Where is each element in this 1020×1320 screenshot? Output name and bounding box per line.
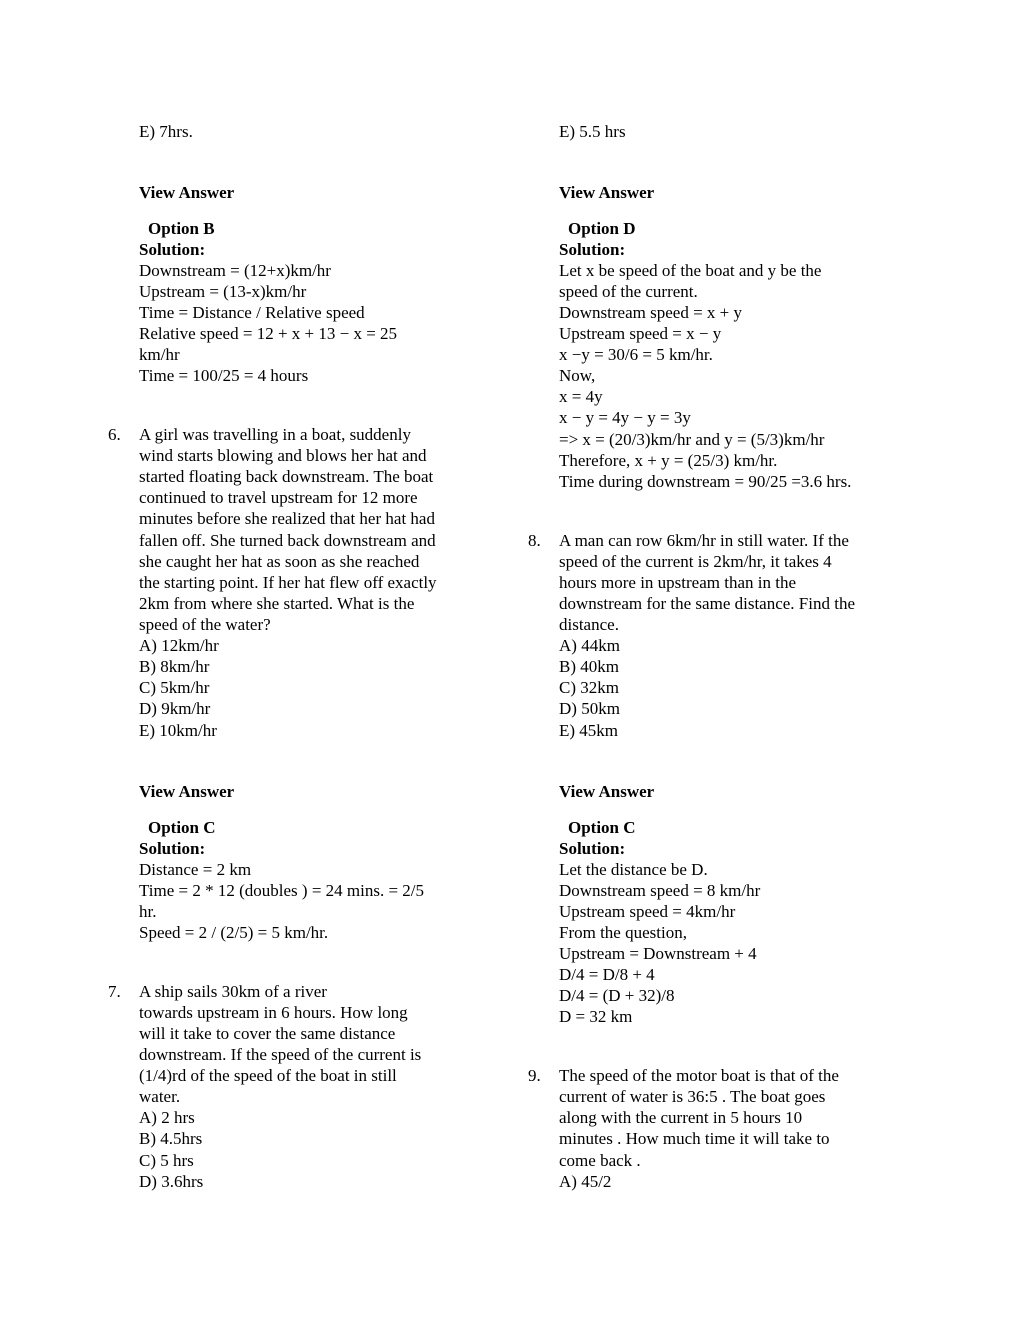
q7-solution-line: x − y = 4y − y = 3y: [559, 408, 691, 427]
q6-question-line: the starting point. If her hat flew off exactly: [139, 573, 437, 592]
q8-solution-line: Downstream speed = 8 km/hr: [559, 881, 761, 900]
q6-question-line: A girl was travelling in a boat, suddenly: [139, 425, 411, 444]
q8-solution-line: D = 32 km: [559, 1007, 633, 1026]
q8-solution-line: Upstream = Downstream + 4: [559, 944, 757, 963]
q6-question-line: she caught her hat as soon as she reached: [139, 552, 420, 571]
q7-option-e: E) 5.5 hrs: [559, 122, 626, 141]
q6-solution-line: Speed = 2 / (2/5) = 5 km/hr.: [139, 923, 329, 942]
q7-solution-label: Solution:: [559, 240, 626, 259]
q6-option: C) 5km/hr: [139, 678, 210, 697]
q6-view-answer[interactable]: View Answer: [139, 782, 235, 801]
q8-option: E) 45km: [559, 721, 619, 740]
q5-solution-line: Downstream = (12+x)km/hr: [139, 261, 331, 280]
q8-number: 8.: [528, 531, 541, 550]
q8-answer-option: Option C: [568, 818, 636, 837]
q6-question-line: fallen off. She turned back downstream and: [139, 531, 436, 550]
q8-question-line: hours more in upstream than in the: [559, 573, 797, 592]
q7-view-answer[interactable]: View Answer: [559, 183, 655, 202]
q7-solution-line: speed of the current.: [559, 282, 698, 301]
q7-answer-option: Option D: [568, 219, 636, 238]
q9-question-line: minutes . How much time it will take to: [559, 1129, 830, 1148]
q6-solution-line: Time = 2 * 12 (doubles ) = 24 mins. = 2/5: [139, 881, 425, 900]
q6-option: D) 9km/hr: [139, 699, 211, 718]
q8-solution-line: Let the distance be D.: [559, 860, 708, 879]
q6-question-line: wind starts blowing and blows her hat and: [139, 446, 427, 465]
q8-solution-label: Solution:: [559, 839, 626, 858]
q7-solution-line: Now,: [559, 366, 596, 385]
q7-solution-line: x −y = 30/6 = 5 km/hr.: [559, 345, 713, 364]
q9-question-line: along with the current in 5 hours 10: [559, 1108, 803, 1127]
q7-solution-line: Therefore, x + y = (25/3) km/hr.: [559, 451, 778, 470]
q6-question-line: minutes before she realized that her hat had: [139, 509, 435, 528]
q6-number: 6.: [108, 425, 121, 444]
q7-question-line: (1/4)rd of the speed of the boat in still: [139, 1066, 397, 1085]
q7-question-line: towards upstream in 6 hours. How long: [139, 1003, 408, 1022]
q5-solution-line: km/hr: [139, 345, 180, 364]
q6-question-line: continued to travel upstream for 12 more: [139, 488, 418, 507]
q8-question-line: speed of the current is 2km/hr, it takes 4: [559, 552, 832, 571]
q6-question-line: 2km from where she started. What is the: [139, 594, 415, 613]
q8-question-line: distance.: [559, 615, 619, 634]
q9-question-line: current of water is 36:5 . The boat goes: [559, 1087, 826, 1106]
q6-answer-option: Option C: [148, 818, 216, 837]
q7-question-line: water.: [139, 1087, 181, 1106]
q8-solution-line: D/4 = (D + 32)/8: [559, 986, 675, 1005]
q7-option: C) 5 hrs: [139, 1151, 194, 1170]
q7-question-line: A ship sails 30km of a river: [139, 982, 327, 1001]
q7-solution-line: Downstream speed = x + y: [559, 303, 742, 322]
q7-question-line: will it take to cover the same distance: [139, 1024, 396, 1043]
q8-view-answer[interactable]: View Answer: [559, 782, 655, 801]
q5-option-e: E) 7hrs.: [139, 122, 193, 141]
q7-solution-line: Let x be speed of the boat and y be the: [559, 261, 822, 280]
q7-number: 7.: [108, 982, 121, 1001]
q6-option: A) 12km/hr: [139, 636, 219, 655]
q7-solution-line: Upstream speed = x − y: [559, 324, 722, 343]
q5-view-answer[interactable]: View Answer: [139, 183, 235, 202]
q5-solution-line: Time = 100/25 = 4 hours: [139, 366, 309, 385]
q8-solution-line: D/4 = D/8 + 4: [559, 965, 655, 984]
q6-question-line: speed of the water?: [139, 615, 271, 634]
q5-solution-label: Solution:: [139, 240, 206, 259]
q8-option: A) 44km: [559, 636, 620, 655]
q6-solution-label: Solution:: [139, 839, 206, 858]
q6-question-line: started floating back downstream. The boat: [139, 467, 434, 486]
q8-option: D) 50km: [559, 699, 620, 718]
q6-solution-line: hr.: [139, 902, 157, 921]
q7-option: D) 3.6hrs: [139, 1172, 204, 1191]
q9-question-line: The speed of the motor boat is that of the: [559, 1066, 839, 1085]
q7-option: A) 2 hrs: [139, 1108, 195, 1127]
q5-solution-line: Relative speed = 12 + x + 13 − x = 25: [139, 324, 398, 343]
q5-solution-line: Upstream = (13-x)km/hr: [139, 282, 307, 301]
q5-answer-option: Option B: [148, 219, 215, 238]
q8-option: C) 32km: [559, 678, 619, 697]
q7-option: B) 4.5hrs: [139, 1129, 203, 1148]
q6-option: E) 10km/hr: [139, 721, 217, 740]
q7-solution-line: Time during downstream = 90/25 =3.6 hrs.: [559, 472, 852, 491]
q8-option: B) 40km: [559, 657, 619, 676]
q9-number: 9.: [528, 1066, 541, 1085]
q7-question-line: downstream. If the speed of the current is: [139, 1045, 422, 1064]
q8-question-line: A man can row 6km/hr in still water. If the: [559, 531, 849, 550]
q6-solution-line: Distance = 2 km: [139, 860, 252, 879]
q8-solution-line: Upstream speed = 4km/hr: [559, 902, 736, 921]
q9-option: A) 45/2: [559, 1172, 612, 1191]
q7-solution-line: => x = (20/3)km/hr and y = (5/3)km/hr: [559, 430, 825, 449]
q7-solution-line: x = 4y: [559, 387, 603, 406]
q8-solution-line: From the question,: [559, 923, 687, 942]
q5-solution-line: Time = Distance / Relative speed: [139, 303, 365, 322]
q9-question-line: come back .: [559, 1151, 641, 1170]
q6-option: B) 8km/hr: [139, 657, 210, 676]
q8-question-line: downstream for the same distance. Find the: [559, 594, 856, 613]
